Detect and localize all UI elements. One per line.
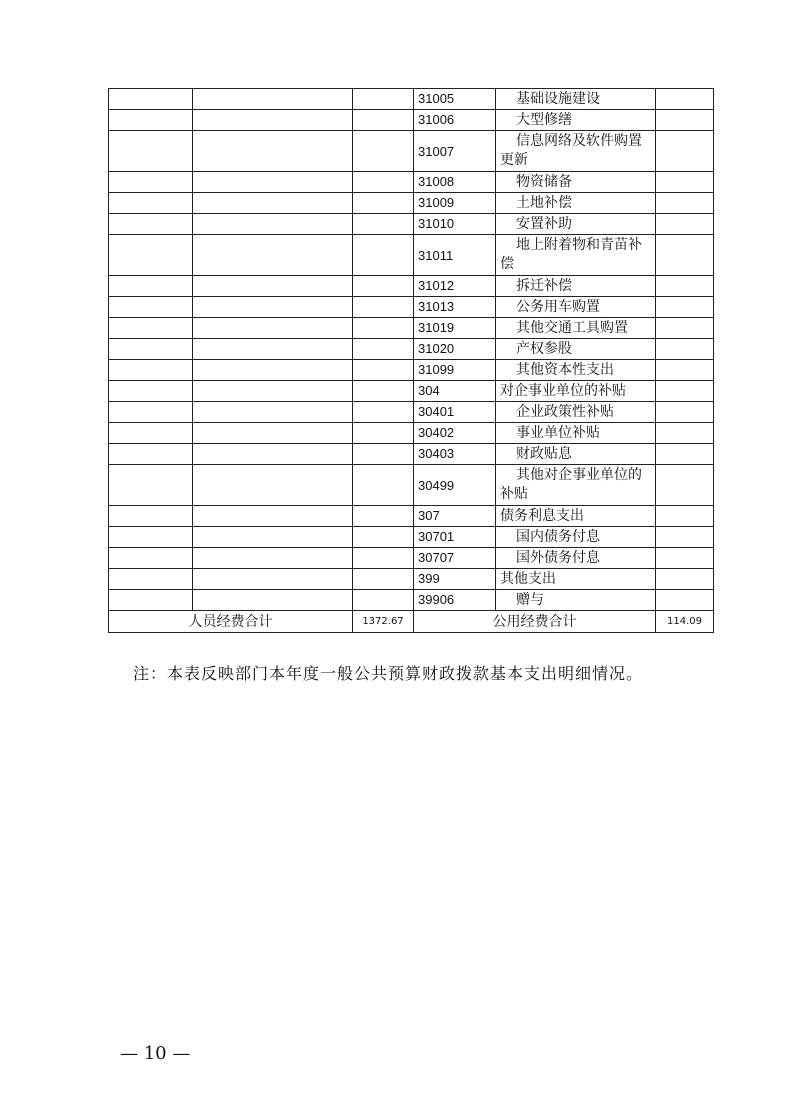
empty-cell (353, 590, 414, 611)
empty-cell (656, 465, 714, 506)
economic-code-cell: 31009 (414, 193, 496, 214)
table-row (109, 506, 714, 527)
table-row (109, 110, 714, 131)
empty-cell (656, 339, 714, 360)
empty-cell (353, 548, 414, 569)
economic-code-cell: 30707 (414, 548, 496, 569)
empty-cell (353, 339, 414, 360)
economic-code-cell: 31011 (414, 235, 496, 276)
public-total-value: 114.09 (656, 611, 714, 633)
empty-cell (109, 465, 193, 506)
economic-code-cell: 31020 (414, 339, 496, 360)
table-row (109, 276, 714, 297)
table-row (109, 339, 714, 360)
empty-cell (353, 131, 414, 172)
empty-cell (656, 569, 714, 590)
item-name-cell: 大型修缮 (496, 110, 656, 131)
table-row (109, 318, 714, 339)
empty-cell (353, 527, 414, 548)
item-name-cell: 公务用车购置 (496, 297, 656, 318)
table-note: 注：本表反映部门本年度一般公共预算财政拨款基本支出明细情况。 (133, 664, 644, 683)
empty-cell (109, 339, 193, 360)
table-row (109, 89, 714, 110)
empty-cell (353, 110, 414, 131)
economic-code-cell: 31006 (414, 110, 496, 131)
economic-code-cell: 39906 (414, 590, 496, 611)
item-name-cell: 地上附着物和青苗补偿 (496, 235, 656, 276)
empty-cell (193, 506, 353, 527)
empty-cell (109, 360, 193, 381)
empty-cell (193, 214, 353, 235)
empty-cell (353, 360, 414, 381)
empty-cell (193, 444, 353, 465)
empty-cell (656, 276, 714, 297)
empty-cell (109, 527, 193, 548)
economic-code-cell: 30701 (414, 527, 496, 548)
empty-cell (109, 131, 193, 172)
empty-cell (109, 444, 193, 465)
empty-cell (109, 506, 193, 527)
empty-cell (193, 172, 353, 193)
item-name-cell: 其他对企事业单位的补贴 (496, 465, 656, 506)
empty-cell (656, 402, 714, 423)
item-name-cell: 其他支出 (496, 569, 656, 590)
table-row (109, 172, 714, 193)
empty-cell (109, 402, 193, 423)
item-name-cell: 财政贴息 (496, 444, 656, 465)
empty-cell (193, 590, 353, 611)
empty-cell (353, 214, 414, 235)
empty-cell (353, 318, 414, 339)
item-name-cell: 产权参股 (496, 339, 656, 360)
table-row (109, 527, 714, 548)
table-row (109, 131, 714, 172)
empty-cell (656, 381, 714, 402)
item-name-cell: 拆迁补偿 (496, 276, 656, 297)
table-row (109, 402, 714, 423)
economic-code-cell: 399 (414, 569, 496, 590)
personnel-total-label: 人员经费合计 (109, 611, 353, 633)
empty-cell (193, 110, 353, 131)
empty-cell (109, 276, 193, 297)
item-name-cell: 基础设施建设 (496, 89, 656, 110)
table-row (109, 465, 714, 506)
empty-cell (656, 590, 714, 611)
table-row (109, 381, 714, 402)
empty-cell (109, 172, 193, 193)
empty-cell (353, 423, 414, 444)
empty-cell (656, 506, 714, 527)
empty-cell (656, 548, 714, 569)
economic-code-cell: 30402 (414, 423, 496, 444)
empty-cell (656, 89, 714, 110)
empty-cell (193, 193, 353, 214)
item-name-cell: 信息网络及软件购置更新 (496, 131, 656, 172)
empty-cell (193, 548, 353, 569)
economic-code-cell: 304 (414, 381, 496, 402)
table-row (109, 235, 714, 276)
table-row (109, 423, 714, 444)
empty-cell (109, 214, 193, 235)
table-row (109, 444, 714, 465)
table-row (109, 297, 714, 318)
item-name-cell: 安置补助 (496, 214, 656, 235)
public-total-label: 公用经费合计 (414, 611, 656, 633)
empty-cell (193, 569, 353, 590)
table-row (109, 569, 714, 590)
item-name-cell: 土地补偿 (496, 193, 656, 214)
empty-cell (193, 339, 353, 360)
item-name-cell: 国外债务付息 (496, 548, 656, 569)
empty-cell (193, 381, 353, 402)
empty-cell (193, 89, 353, 110)
page-number: — 10 — (120, 1043, 191, 1064)
empty-cell (193, 318, 353, 339)
empty-cell (193, 465, 353, 506)
empty-cell (353, 193, 414, 214)
economic-code-cell: 31019 (414, 318, 496, 339)
empty-cell (656, 131, 714, 172)
item-name-cell: 企业政策性补贴 (496, 402, 656, 423)
table-body (109, 89, 714, 611)
empty-cell (656, 110, 714, 131)
table-row (109, 193, 714, 214)
economic-code-cell: 30403 (414, 444, 496, 465)
economic-code-cell: 31008 (414, 172, 496, 193)
item-name-cell: 其他交通工具购置 (496, 318, 656, 339)
table-row (109, 360, 714, 381)
empty-cell (656, 297, 714, 318)
empty-cell (193, 235, 353, 276)
table-row (109, 548, 714, 569)
economic-code-cell: 31013 (414, 297, 496, 318)
expenditure-detail-table (108, 88, 714, 633)
item-name-cell: 国内债务付息 (496, 527, 656, 548)
empty-cell (656, 360, 714, 381)
empty-cell (193, 360, 353, 381)
empty-cell (353, 89, 414, 110)
table-row (109, 214, 714, 235)
empty-cell (656, 444, 714, 465)
empty-cell (353, 297, 414, 318)
empty-cell (109, 569, 193, 590)
economic-code-cell: 31099 (414, 360, 496, 381)
empty-cell (656, 235, 714, 276)
economic-code-cell: 30401 (414, 402, 496, 423)
empty-cell (193, 527, 353, 548)
empty-cell (656, 214, 714, 235)
empty-cell (109, 423, 193, 444)
empty-cell (353, 465, 414, 506)
totals-row (109, 611, 714, 633)
item-name-cell: 赠与 (496, 590, 656, 611)
economic-code-cell: 30499 (414, 465, 496, 506)
economic-code-cell: 31005 (414, 89, 496, 110)
empty-cell (353, 569, 414, 590)
empty-cell (353, 381, 414, 402)
item-name-cell: 物资储备 (496, 172, 656, 193)
item-name-cell: 其他资本性支出 (496, 360, 656, 381)
empty-cell (656, 172, 714, 193)
economic-code-cell: 31010 (414, 214, 496, 235)
empty-cell (353, 276, 414, 297)
table-row (109, 590, 714, 611)
empty-cell (193, 423, 353, 444)
economic-code-cell: 31012 (414, 276, 496, 297)
empty-cell (656, 423, 714, 444)
empty-cell (193, 297, 353, 318)
item-name-cell: 对企事业单位的补贴 (496, 381, 656, 402)
economic-code-cell: 307 (414, 506, 496, 527)
personnel-total-value: 1372.67 (353, 611, 414, 633)
empty-cell (193, 402, 353, 423)
empty-cell (656, 318, 714, 339)
empty-cell (109, 193, 193, 214)
empty-cell (353, 172, 414, 193)
empty-cell (353, 235, 414, 276)
empty-cell (353, 506, 414, 527)
empty-cell (656, 527, 714, 548)
empty-cell (109, 89, 193, 110)
empty-cell (353, 402, 414, 423)
empty-cell (193, 131, 353, 172)
empty-cell (193, 276, 353, 297)
item-name-cell: 债务利息支出 (496, 506, 656, 527)
empty-cell (656, 193, 714, 214)
empty-cell (109, 381, 193, 402)
empty-cell (109, 590, 193, 611)
empty-cell (109, 297, 193, 318)
empty-cell (109, 110, 193, 131)
economic-code-cell: 31007 (414, 131, 496, 172)
item-name-cell: 事业单位补贴 (496, 423, 656, 444)
empty-cell (109, 318, 193, 339)
empty-cell (353, 444, 414, 465)
empty-cell (109, 548, 193, 569)
empty-cell (109, 235, 193, 276)
